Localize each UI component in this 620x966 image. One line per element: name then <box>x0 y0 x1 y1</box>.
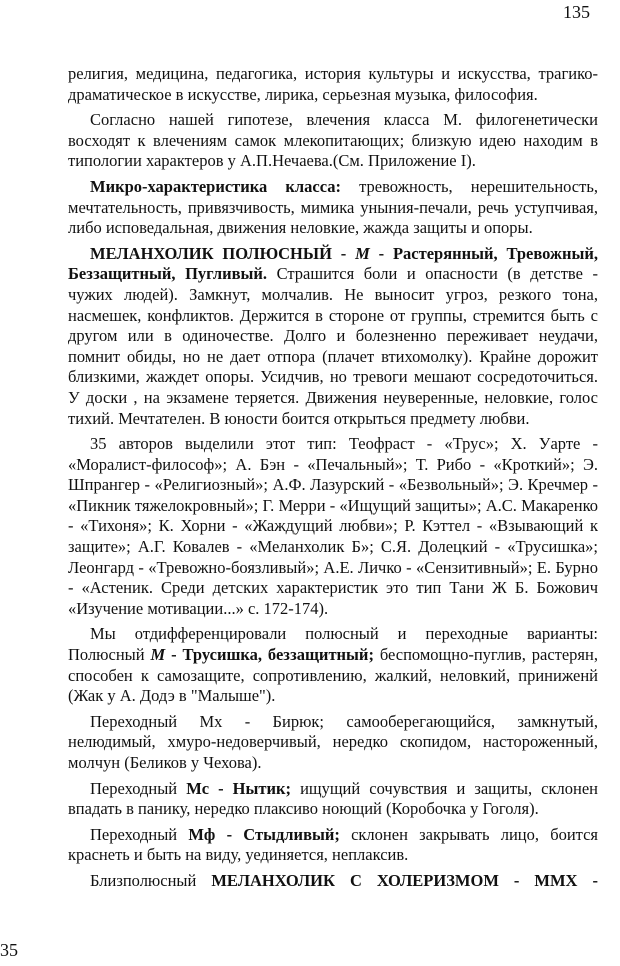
type-symbol-m-2: М <box>150 645 166 665</box>
nytik-heading: Мс - Нытик; <box>186 778 292 798</box>
mmx-heading: МЕЛАНХОЛИК С ХОЛЕРИЗМОМ - ММХ - <box>211 870 598 890</box>
paragraph-3-text: тревожность, нерешительность, мечтательность, привязчивость, мимика уныния-печали, речь уступчивая, либо исповедальная, движения неловкие, жажда защиты и опоры. <box>68 176 598 238</box>
trusishka-heading: - Трусишка, беззащитный; <box>165 645 374 665</box>
paragraph-10 <box>68 871 598 892</box>
paragraph-7: Переходный Мх - Бирюк; самооберегающийся, замкнутый, нелюдимый, хмуро-недоверчивый, нередко скопидом, настороженный, молчун (Беликов у Чехова). <box>68 711 598 772</box>
main-text <box>68 64 598 897</box>
paragraph-9-text-b: склонен закрывать лицо, боится краснеть и быть на виду, уединяется, неплаксив. <box>68 824 599 865</box>
melancholic-type-heading-a: МЕЛАНХОЛИК ПОЛЮСНЫЙ - <box>90 243 356 263</box>
paragraph-8-text-b: ищущий сочувствия и защиты, склонен впадать в панику, нередко плаксиво ноющий (Коробочка у Гоголя). <box>68 778 598 819</box>
paragraph-4-text: Страшится боли и опасности (в детстве - чужих людей). Замкнут, молчалив. Не выносит угроз, резкого тона, насмешек, конфликтов. Держится в стороне от группы, стремится быть с другом или в одиночестве. Долго и болезненно переживает неудачи, помнит обиды, но не дает отпора (плачет втихомолку). Крайне дорожит близкими, жаждет опоры. Усидчив, но тревоги мешают сосредоточиться. У доски , на экзамене теряется. Движения неуверенные, неловкие, голос тихий. Мечтателен. В юности боится открыться предмету любви. <box>68 264 599 428</box>
page-number-bottom: 35 <box>0 940 18 960</box>
paragraph-9 <box>68 825 598 866</box>
stydlivyi-heading: Мф - Стыдливый; <box>188 824 340 844</box>
paragraph-6 <box>68 624 598 706</box>
paragraph-9-text-a: Переходный <box>90 824 189 844</box>
paragraph-4 <box>68 244 598 429</box>
paragraph-6-text-a: Мы отдифференцировали полюсный и переходные варианты: Полюсный <box>68 624 598 665</box>
melancholic-type-heading-b: - Растерянный, Тревожный, Беззащитный, Пугливый. <box>68 243 598 284</box>
page-number-top: 135 <box>563 2 590 22</box>
paragraph-6-text-b: беспомощно-пуглив, растерян, способен к самозащите, сопротивлению, жалкий, неловкий, приниженй (Жак у А. Додэ в "Малыше"). <box>68 645 598 706</box>
micro-characteristic-heading: Микро-характеристика класса: <box>90 176 341 196</box>
paragraph-5: 35 авторов выделили этот тип: Теофраст - «Трус»; Х. Уарте - «Моралист-философ»; А. Бэн - «Печальный»; Т. Рибо - «Кроткий»; Э. Шпрангер - «Религиозный»; А.Ф. Лазурский - «Безвольный»; Э. Кречмер - «Пикник тяжелокровный»; Г. Мерри - «Ищущий защиты»; А.С. Макаренко - «Тихоня»; К. Хорни - «Жаждущий любви»; Р. Кэттел - «Взывающий к защите»; А.Г. Ковалев - «Меланхолик Б»; С.Я. Долецкий - «Трусишка»; Леонгард - «Тревожно-боязливый»; А.Е. Личко - «Сензитивный»; Е. Бурно - «Астеник. Среди детских характеристик это тип Тани Ж Б. Божович «Изучение мотивации...» с. 172-174). <box>68 434 598 618</box>
paragraph-10-text: Близполюсный <box>90 870 212 890</box>
paragraph-8 <box>68 779 598 820</box>
paragraph-8-text-a: Переходный <box>90 778 187 798</box>
type-symbol-m: М <box>355 243 370 263</box>
paragraph-1: религия, медицина, педагогика, история культуры и искусства, трагико-драматическое в искусстве, лирика, серьезная музыка, философия. <box>68 64 598 104</box>
paragraph-3 <box>68 177 598 239</box>
paragraph-2: Согласно нашей гипотезе, влечения класса М. филогенетически восходят к влечениям самок млекопитающих; близкую идею находим в типологии характеров у А.П.Нечаева.(См. Приложение I). <box>68 110 598 171</box>
